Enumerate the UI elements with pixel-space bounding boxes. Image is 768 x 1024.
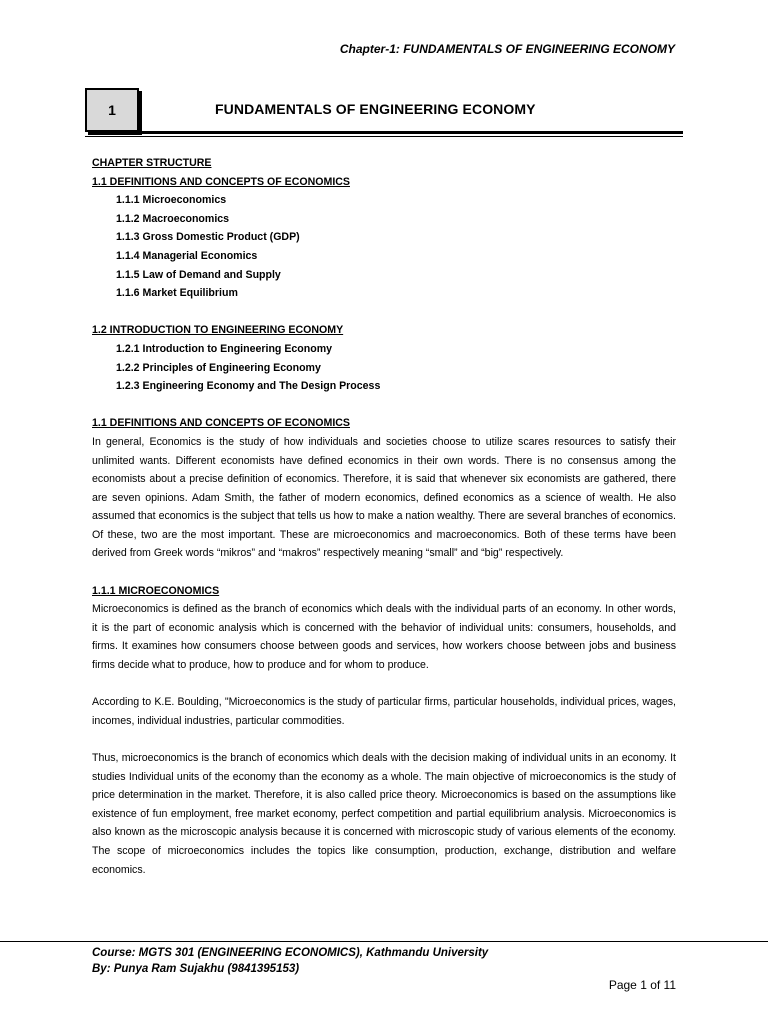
paragraph: According to K.E. Boulding, "Microeconomics is the study of particular firms, particular households, individual prices, wages, incomes, individual industries, particular commodities. [92,696,676,727]
toc-item: 1.2.1 Introduction to Engineering Economy [116,342,333,355]
toc-item: 1.2.3 Engineering Economy and The Design Process [116,380,381,393]
toc-item: 1.2.2 Principles of Engineering Economy [116,361,321,374]
toc-section-2: 1.2 INTRODUCTION TO ENGINEERING ECONOMY [92,324,344,337]
toc-section-1: 1.1 DEFINITIONS AND CONCEPTS OF ECONOMICS [92,175,350,188]
toc-heading: CHAPTER STRUCTURE [92,157,212,169]
toc-item: 1.1.5 Law of Demand and Supply [116,268,281,281]
paragraph: Microeconomics is defined as the branch of economics which deals with the individual parts of an economy. In other words, it is the part of economic analysis which is concerned with the behavior of individual units: consumers, households, and firms. It examines how consumers choose between goods and services, how workers choose between jobs and business firms decide what to produce, how to produce and for whom to produce. [92,603,676,672]
section-heading: 1.1 DEFINITIONS AND CONCEPTS OF ECONOMICS [92,417,350,430]
title-rule-thin [85,136,683,137]
section-heading: 1.1.1 MICROECONOMICS [92,584,220,597]
toc-item: 1.1.1 Microeconomics [116,194,227,207]
toc-item: 1.1.2 Macroeconomics [116,212,230,225]
running-header: Chapter-1: FUNDAMENTALS OF ENGINEERING ECONOMY [339,42,675,56]
toc-item: 1.1.3 Gross Domestic Product (GDP) [116,231,300,244]
page-number: Page 1 of 11 [608,978,676,992]
chapter-title: FUNDAMENTALS OF ENGINEERING ECONOMY [215,101,536,117]
paragraph: In general, Economics is the study of how individuals and societies choose to utilize scares resources to satisfy their unlimited wants. Different economists have defined economics in their own words. There is no consensus among the economists about a precise definition of economics. Therefore, it is said that whenever six economists are gathered, there are seven opinions. Adam Smith, the father of modern economics, defined economics as a science of wealth. He also assumed that economics is the subject that tells us how to make a nation wealthy. There are several branches of economics. Of these, two are the most important. These are microeconomics and macroeconomics. Both of these terms have been derived from Greek words “mikros” and “makros” respectively meaning “small” and “big” respectively. [92,435,676,560]
paragraph: Thus, microeconomics is the branch of economics which deals with the decision making of individual units in an economy. It studies Individual units of the economy than the economy as a whole. The main objective of microeconomics is the study of price determination in the market. Therefore, it is also called price theory. Microeconomics is based on the assumptions like existence of fun employment, free market economy, perfect competition and partial equilibrium analysis. Microeconomics is also known as the microscopic analysis because it is concerned with microscopic study of various elements of the economy. The scope of microeconomics includes the topics like consumption, production, exchange, distribution and welfare economics. [92,752,676,876]
title-rule-thick [141,131,683,134]
page-content [92,154,676,879]
toc-item: 1.1.4 Managerial Economics [116,249,258,262]
chapter-number-box [85,88,139,132]
footer-rule [0,941,768,942]
footer-author: By: Punya Ram Sujakhu (9841395153) [92,963,300,975]
chapter-number: 1 [108,102,116,118]
toc-item: 1.1.6 Market Equilibrium [116,287,238,300]
footer-course: Course: MGTS 301 (ENGINEERING ECONOMICS), Kathmandu University [92,947,489,959]
